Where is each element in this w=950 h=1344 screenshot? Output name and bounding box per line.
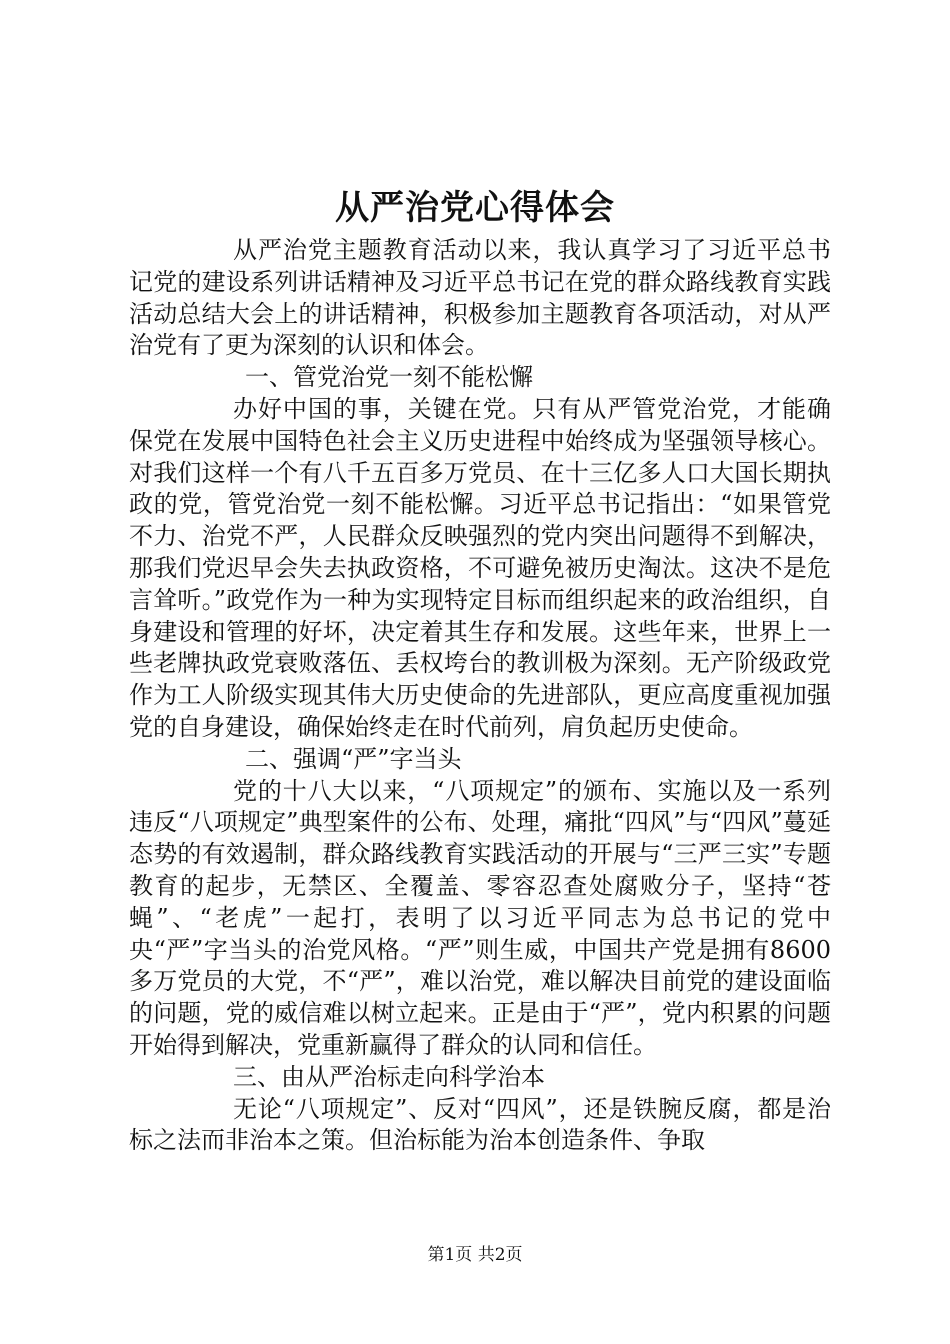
page-footer: 第1页 共2页 (427, 1245, 523, 1265)
document-title: 从严治党心得体会 (335, 188, 615, 228)
section-3-heading: 三、由从严治标走向科学治本 (233, 1062, 545, 1091)
document-body (129, 235, 831, 1157)
section-1-paragraph: 办好中国的事，关键在党。只有从严管党治党，才能确保党在发展中国特色社会主义历史进程中始终成为坚强领导核心。对我们这样一个有八千五百多万党员、在十三亿多人口大国长期执政的党，管党治党一刻不能松懈。习近平总书记指出：“如果管党不力、治党不严，人民群众反映强烈的党内突出问题得不到解决，那我们党迟早会失去执政资格，不可避免被历史淘汰。这决不是危言耸听。”政党作为一种为实现特定目标而组织起来的政治组织，自身建设和管理的好坏，决定着其生存和发展。这些年来，世界上一些老牌执政党衰败落伍、丢权垮台的教训极为深刻。无产阶级政党作为工人阶级实现其伟大历史使命的先进部队，更应高度重视加强党的自身建设，确保始终走在时代前列，肩负起历史使命。 (129, 394, 831, 741)
section-2-paragraph: 党的十八大以来，“八项规定”的颁布、实施以及一系列违反“八项规定”典型案件的公布、处理，痛批“四风”与“四风”蔓延态势的有效遏制，群众路线教育实践活动的开展与“三严三实”专题教育的起步，无禁区、全覆盖、零容忍查处腐败分子，坚持“苍蝇”、“老虎”一起打，表明了以习近平同志为总书记的党中央“严”字当头的治党风格。“严”则生威，中国共产党是拥有8600多万党员的大党，不“严”，难以治党，难以解决目前党的建设面临的问题，党的威信难以树立起来。正是由于“严”，党内积累的问题开始得到解决，党重新赢得了群众的认同和信任。 (129, 776, 831, 1059)
section-3-paragraph: 无论“八项规定”、反对“四风”，还是铁腕反腐，都是治标之法而非治本之策。但治标能为治本创造条件、争取 (129, 1094, 831, 1155)
section-1-heading: 一、管党治党一刻不能松懈 (245, 363, 533, 392)
section-2-heading: 二、强调“严”字当头 (245, 744, 462, 773)
intro-paragraph: 从严治党主题教育活动以来，我认真学习了习近平总书记党的建设系列讲话精神及习近平总书记在党的群众路线教育实践活动总结大会上的讲话精神，积极参加主题教育各项活动，对从严治党有了更为深刻的认识和体会。 (129, 236, 831, 360)
